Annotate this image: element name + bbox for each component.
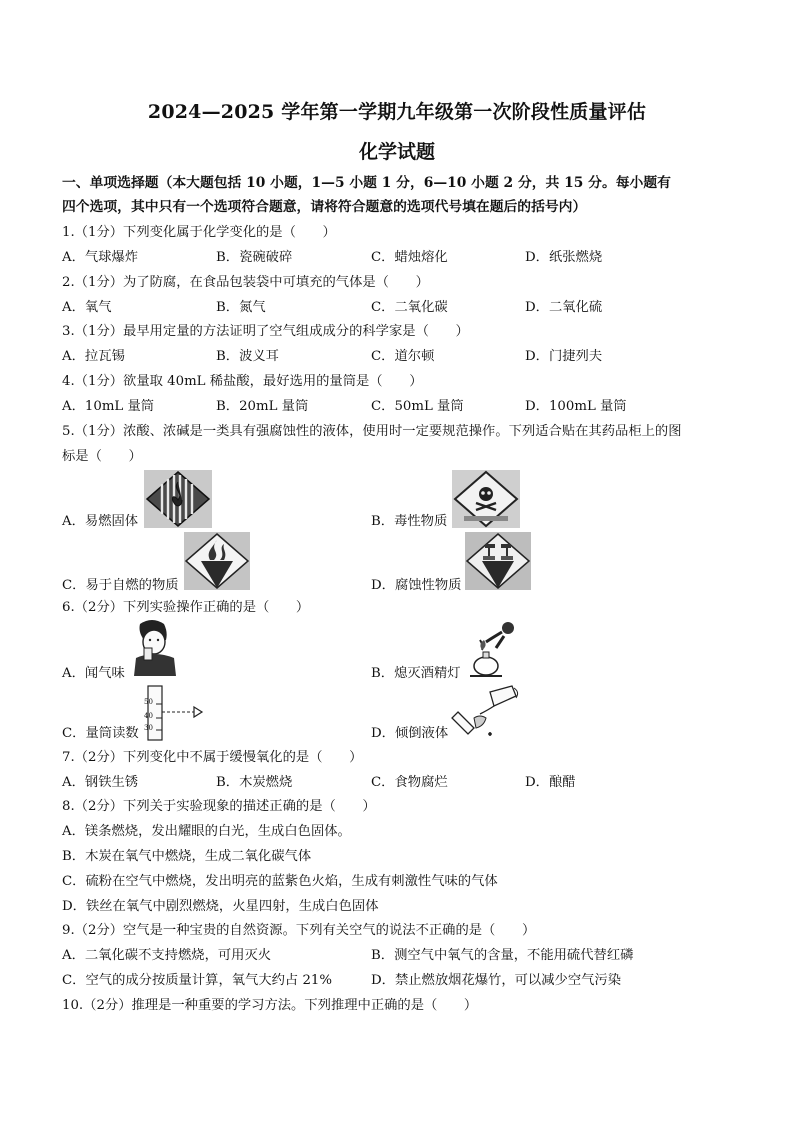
- cylinder-tick-50: 50: [144, 698, 153, 706]
- section-instruction-line1: 一、单项选择题（本大题包括 10 小题，1—5 小题 1 分，6—10 小题 2 分，共 15 分。每小题有: [62, 175, 671, 191]
- section-instruction-line2: 四个选项，其中只有一个选项符合题意，请将符合题意的选项代号填在题后的括号内）: [62, 199, 587, 215]
- flammable-solid-sign-image: [144, 470, 212, 532]
- question-6-option-c: C．量筒读数: [62, 726, 139, 741]
- question-8-option-c: C．硫粉在空气中燃烧，发出明亮的蓝紫色火焰，生成有刺激性气味的气体: [62, 874, 498, 889]
- toxic-substance-sign-image: [452, 470, 520, 532]
- question-4-option-c: C．50mL 量筒: [371, 399, 464, 414]
- question-4-option-b: B．20mL 量筒: [216, 399, 309, 414]
- question-2-option-b: B．氮气: [216, 300, 266, 315]
- question-9-option-c: C．空气的成分按质量计算，氧气大约占 21%: [62, 973, 333, 988]
- extinguish-alcohol-lamp-illustration: [462, 618, 522, 684]
- question-6-option-b: B．熄灭酒精灯: [371, 666, 461, 681]
- question-3-option-b: B．波义耳: [216, 349, 279, 364]
- smelling-gas-illustration: [130, 618, 180, 680]
- question-5-option-c: C．易于自燃的物质: [62, 578, 179, 593]
- corrosive-substance-sign-image: [465, 532, 531, 594]
- question-5-stem-line1: 5.（1分）浓酸、浓碱是一类具有强腐蚀性的液体，使用时一定要规范操作。下列适合贴在其药品柜上的图: [62, 424, 682, 439]
- question-2-option-c: C．二氧化碳: [371, 300, 448, 315]
- question-7-option-b: B．木炭燃烧: [216, 775, 293, 790]
- question-4-option-a: A．10mL 量筒: [62, 399, 155, 414]
- question-9-option-d: D．禁止燃放烟花爆竹，可以减少空气污染: [371, 973, 622, 988]
- question-5-stem-line2: 标是（ ）: [62, 449, 142, 464]
- question-4-stem: 4.（1分）欲量取 40mL 稀盐酸，最好选用的量筒是（ ）: [62, 374, 423, 389]
- question-6-option-d: D．倾倒液体: [371, 726, 449, 741]
- question-3-option-a: A．拉瓦锡: [62, 349, 125, 364]
- question-8-option-a: A．镁条燃烧，发出耀眼的白光，生成白色固体。: [62, 824, 351, 839]
- question-7-option-c: C．食物腐烂: [371, 775, 448, 790]
- exam-title: 2024—2025 学年第一学期九年级第一次阶段性质量评估: [147, 101, 647, 123]
- question-7-stem: 7.（2分）下列变化中不属于缓慢氧化的是（ ）: [62, 750, 363, 765]
- question-6-stem: 6.（2分）下列实验操作正确的是（ ）: [62, 600, 310, 615]
- question-8-option-b: B．木炭在氧气中燃烧，生成二氧化碳气体: [62, 849, 312, 864]
- question-7-option-a: A．钢铁生锈: [62, 775, 139, 790]
- question-2-option-a: A．氧气: [62, 300, 112, 315]
- question-6-option-a: A．闻气味: [62, 666, 125, 681]
- question-9-option-b: B．测空气中氧气的含量，不能用硫代替红磷: [371, 948, 634, 963]
- pouring-liquid-illustration: [450, 684, 524, 750]
- question-10-stem: 10.（2分）推理是一种重要的学习方法。下列推理中正确的是（ ）: [62, 998, 478, 1013]
- cylinder-tick-40: 40: [144, 712, 153, 720]
- question-8-option-d: D．铁丝在氧气中剧烈燃烧，火星四射，生成白色固体: [62, 899, 379, 914]
- question-5-option-a: A．易燃固体: [62, 514, 139, 529]
- question-9-stem: 9.（2分）空气是一种宝贵的自然资源。下列有关空气的说法不正确的是（ ）: [62, 923, 536, 938]
- question-8-stem: 8.（2分）下列关于实验现象的描述正确的是（ ）: [62, 799, 376, 814]
- cylinder-tick-30: 30: [144, 724, 153, 732]
- question-1-stem: 1.（1分）下列变化属于化学变化的是（ ）: [62, 225, 336, 240]
- spontaneous-combustion-sign-image: [184, 532, 250, 594]
- question-5-option-b: B．毒性物质: [371, 514, 448, 529]
- question-4-option-d: D．100mL 量筒: [525, 399, 627, 414]
- question-3-option-d: D．门捷列夫: [525, 349, 603, 364]
- question-2-stem: 2.（1分）为了防腐，在食品包装袋中可填充的气体是（ ）: [62, 275, 429, 290]
- question-1-option-c: C．蜡烛熔化: [371, 250, 448, 265]
- question-1-option-a: A．气球爆炸: [62, 250, 139, 265]
- question-9-option-a: A．二氧化碳不支持燃烧，可用灭火: [62, 948, 272, 963]
- question-1-option-d: D．纸张燃烧: [525, 250, 603, 265]
- question-3-stem: 3.（1分）最早用定量的方法证明了空气组成成分的科学家是（ ）: [62, 324, 469, 339]
- question-1-option-b: B．瓷碗破碎: [216, 250, 293, 265]
- exam-subtitle: 化学试题: [358, 141, 435, 163]
- question-5-option-d: D．腐蚀性物质: [371, 578, 462, 593]
- question-7-option-d: D．酿醋: [525, 775, 576, 790]
- question-3-option-c: C．道尔顿: [371, 349, 435, 364]
- question-2-option-d: D．二氧化硫: [525, 300, 603, 315]
